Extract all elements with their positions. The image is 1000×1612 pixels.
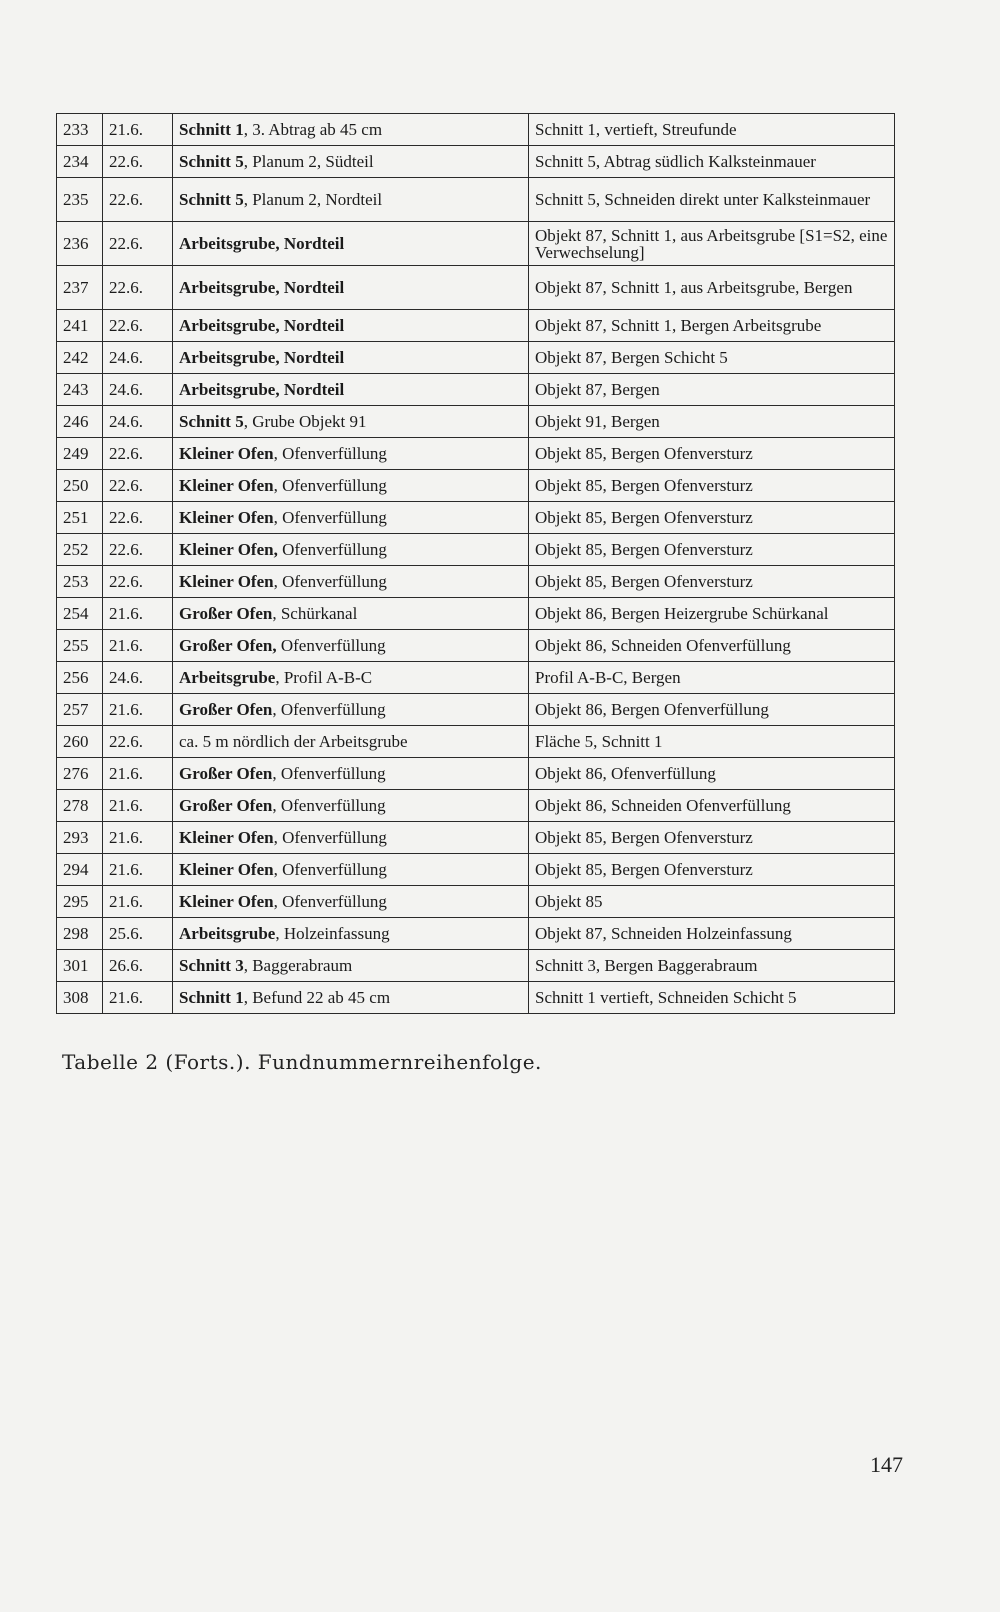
- location-rest: , Planum 2, Südteil: [243, 152, 374, 171]
- cell-find-number: [57, 114, 103, 146]
- page-number: 147: [870, 1452, 903, 1477]
- cell-date: [103, 178, 173, 222]
- cell-find-number: [57, 438, 103, 470]
- location-bold: Kleiner Ofen: [179, 508, 274, 527]
- location-bold: Kleiner Ofen: [179, 476, 274, 495]
- find-description: Objekt 85, Bergen Ofenversturz: [535, 444, 753, 463]
- location-bold: Kleiner Ofen: [179, 572, 274, 591]
- table-row: [57, 598, 895, 630]
- cell-description: [529, 918, 895, 950]
- find-date: 21.6.: [109, 860, 143, 879]
- cell-location: [173, 982, 529, 1014]
- cell-date: [103, 758, 173, 790]
- location-rest: , Ofenverfüllung: [273, 572, 387, 591]
- find-date: 21.6.: [109, 700, 143, 719]
- cell-location: [173, 598, 529, 630]
- cell-location: [173, 662, 529, 694]
- find-description: Schnitt 3, Bergen Baggerabraum: [535, 956, 758, 975]
- find-description: Objekt 85, Bergen Ofenversturz: [535, 476, 753, 495]
- cell-location: [173, 950, 529, 982]
- location-bold: Kleiner Ofen: [179, 828, 274, 847]
- find-description: Objekt 87, Bergen: [535, 380, 660, 399]
- cell-find-number: [57, 790, 103, 822]
- table-row: [57, 662, 895, 694]
- location-bold: Kleiner Ofen: [179, 860, 274, 879]
- location-bold: Großer Ofen,: [179, 636, 277, 655]
- table-row: [57, 982, 895, 1014]
- cell-description: [529, 374, 895, 406]
- find-date: 21.6.: [109, 892, 143, 911]
- cell-date: [103, 342, 173, 374]
- find-number: 246: [63, 412, 89, 431]
- find-date: 24.6.: [109, 668, 143, 687]
- cell-location: [173, 222, 529, 266]
- find-description: Schnitt 5, Abtrag südlich Kalksteinmauer: [535, 152, 816, 171]
- location-bold: Arbeitsgrube, Nordteil: [179, 348, 345, 367]
- cell-date: [103, 266, 173, 310]
- find-number: 253: [63, 572, 89, 591]
- location-rest: , Profil A-B-C: [275, 668, 373, 687]
- find-date: 25.6.: [109, 924, 143, 943]
- table-row: [57, 950, 895, 982]
- cell-description: [529, 406, 895, 438]
- cell-find-number: [57, 406, 103, 438]
- find-description: Objekt 85, Bergen Ofenversturz: [535, 508, 753, 527]
- cell-find-number: [57, 178, 103, 222]
- find-number: 308: [63, 988, 89, 1007]
- find-description: Objekt 85, Bergen Ofenversturz: [535, 572, 753, 591]
- find-description: Objekt 86, Schneiden Ofenverfüllung: [535, 796, 791, 815]
- find-number: 233: [63, 120, 89, 139]
- location-rest: , Grube Objekt 91: [243, 412, 367, 431]
- cell-description: [529, 822, 895, 854]
- find-description: Objekt 87, Schnitt 1, Bergen Arbeitsgrube: [535, 316, 822, 335]
- cell-location: [173, 790, 529, 822]
- table-row: [57, 438, 895, 470]
- location-rest: , Planum 2, Nordteil: [243, 190, 383, 209]
- find-number: 241: [63, 316, 89, 335]
- cell-find-number: [57, 982, 103, 1014]
- find-number: 276: [63, 764, 89, 783]
- cell-date: [103, 982, 173, 1014]
- cell-find-number: [57, 694, 103, 726]
- find-number: 236: [63, 234, 89, 253]
- cell-description: [529, 470, 895, 502]
- cell-description: [529, 662, 895, 694]
- cell-date: [103, 114, 173, 146]
- find-description: Objekt 85, Bergen Ofenversturz: [535, 828, 753, 847]
- cell-date: [103, 222, 173, 266]
- find-description: Objekt 86, Bergen Heizergrube Schürkanal: [535, 604, 829, 623]
- cell-description: [529, 222, 895, 266]
- location-rest: Ofenverfüllung: [277, 540, 387, 559]
- location-bold: Kleiner Ofen: [179, 444, 274, 463]
- cell-date: [103, 470, 173, 502]
- cell-date: [103, 790, 173, 822]
- location-rest: , Schürkanal: [272, 604, 358, 623]
- cell-location: [173, 146, 529, 178]
- cell-date: [103, 310, 173, 342]
- table-row: [57, 918, 895, 950]
- cell-description: [529, 146, 895, 178]
- location-rest: , Ofenverfüllung: [273, 828, 387, 847]
- location-rest: , Ofenverfüllung: [273, 444, 387, 463]
- find-number: 255: [63, 636, 89, 655]
- find-date: 24.6.: [109, 380, 143, 399]
- location-rest: , Baggerabraum: [243, 956, 353, 975]
- find-number: 242: [63, 348, 89, 367]
- cell-find-number: [57, 726, 103, 758]
- find-description: Profil A-B-C, Bergen: [535, 668, 681, 687]
- location-bold: Arbeitsgrube, Nordteil: [179, 380, 345, 399]
- table-row: [57, 374, 895, 406]
- cell-description: [529, 982, 895, 1014]
- cell-date: [103, 694, 173, 726]
- table-row: [57, 566, 895, 598]
- cell-date: [103, 502, 173, 534]
- location-rest: , Ofenverfüllung: [273, 476, 387, 495]
- cell-description: [529, 342, 895, 374]
- find-description: Objekt 85, Bergen Ofenversturz: [535, 860, 753, 879]
- cell-find-number: [57, 374, 103, 406]
- cell-find-number: [57, 470, 103, 502]
- find-description: Objekt 87, Schnitt 1, aus Arbeitsgrube [S1=S2, eine Verwechselung]: [535, 225, 888, 262]
- cell-find-number: [57, 502, 103, 534]
- location-rest: Ofenverfüllung: [276, 636, 386, 655]
- table-row: [57, 694, 895, 726]
- find-number: 251: [63, 508, 89, 527]
- cell-location: [173, 630, 529, 662]
- cell-date: [103, 566, 173, 598]
- find-number: 235: [63, 190, 89, 209]
- cell-date: [103, 534, 173, 566]
- cell-date: [103, 630, 173, 662]
- find-date: 21.6.: [109, 764, 143, 783]
- location-bold: Schnitt 5: [179, 412, 244, 431]
- cell-location: [173, 726, 529, 758]
- location-bold: Schnitt 1: [179, 120, 244, 139]
- find-description: Objekt 86, Schneiden Ofenverfüllung: [535, 636, 791, 655]
- location-rest: , Ofenverfüllung: [273, 892, 387, 911]
- cell-location: [173, 178, 529, 222]
- location-bold: Schnitt 5: [179, 152, 244, 171]
- find-date: 21.6.: [109, 828, 143, 847]
- location-rest: , Ofenverfüllung: [273, 860, 387, 879]
- cell-description: [529, 758, 895, 790]
- find-number: 295: [63, 892, 89, 911]
- location-bold: Großer Ofen: [179, 796, 273, 815]
- location-bold: Arbeitsgrube, Nordteil: [179, 316, 345, 335]
- cell-find-number: [57, 566, 103, 598]
- find-date: 24.6.: [109, 412, 143, 431]
- cell-location: [173, 438, 529, 470]
- find-date: 21.6.: [109, 604, 143, 623]
- location-bold: Arbeitsgrube: [179, 668, 276, 687]
- location-rest: , Ofenverfüllung: [272, 700, 386, 719]
- find-number-table: [56, 113, 895, 1014]
- find-date: 22.6.: [109, 316, 143, 335]
- location-rest: ca. 5 m nördlich der Arbeitsgrube: [179, 732, 408, 751]
- location-bold: Schnitt 3: [179, 956, 244, 975]
- cell-date: [103, 854, 173, 886]
- location-bold: Kleiner Ofen,: [179, 540, 278, 559]
- find-number: 234: [63, 152, 89, 171]
- find-number: 293: [63, 828, 89, 847]
- cell-description: [529, 950, 895, 982]
- find-description: Schnitt 1, vertieft, Streufunde: [535, 120, 737, 139]
- find-number: 237: [63, 278, 89, 297]
- location-bold: Großer Ofen: [179, 700, 273, 719]
- find-date: 22.6.: [109, 152, 143, 171]
- cell-location: [173, 374, 529, 406]
- cell-find-number: [57, 822, 103, 854]
- find-date: 22.6.: [109, 572, 143, 591]
- find-description: Objekt 87, Schneiden Holzeinfassung: [535, 924, 792, 943]
- cell-description: [529, 886, 895, 918]
- cell-description: [529, 854, 895, 886]
- cell-location: [173, 918, 529, 950]
- cell-find-number: [57, 342, 103, 374]
- find-description: Objekt 85: [535, 892, 603, 911]
- cell-description: [529, 178, 895, 222]
- find-description: Schnitt 5, Schneiden direkt unter Kalksteinmauer: [535, 190, 871, 209]
- table-row: [57, 222, 895, 266]
- cell-location: [173, 502, 529, 534]
- cell-find-number: [57, 662, 103, 694]
- cell-description: [529, 790, 895, 822]
- find-description: Objekt 85, Bergen Ofenversturz: [535, 540, 753, 559]
- find-number: 254: [63, 604, 89, 623]
- cell-location: [173, 758, 529, 790]
- location-rest: , Ofenverfüllung: [273, 508, 387, 527]
- cell-find-number: [57, 854, 103, 886]
- table-row: [57, 342, 895, 374]
- cell-location: [173, 310, 529, 342]
- location-bold: Arbeitsgrube: [179, 924, 276, 943]
- cell-description: [529, 534, 895, 566]
- table-row: [57, 114, 895, 146]
- cell-find-number: [57, 266, 103, 310]
- cell-find-number: [57, 886, 103, 918]
- find-date: 21.6.: [109, 796, 143, 815]
- cell-find-number: [57, 918, 103, 950]
- cell-location: [173, 534, 529, 566]
- cell-date: [103, 726, 173, 758]
- cell-date: [103, 374, 173, 406]
- cell-location: [173, 566, 529, 598]
- find-date: 21.6.: [109, 120, 143, 139]
- table-row: [57, 266, 895, 310]
- find-description: Objekt 86, Ofenverfüllung: [535, 764, 716, 783]
- cell-location: [173, 854, 529, 886]
- cell-description: [529, 266, 895, 310]
- find-description: Objekt 86, Bergen Ofenverfüllung: [535, 700, 769, 719]
- location-rest: , 3. Abtrag ab 45 cm: [243, 120, 383, 139]
- location-rest: , Befund 22 ab 45 cm: [243, 988, 391, 1007]
- find-number: 249: [63, 444, 89, 463]
- table-row: [57, 822, 895, 854]
- table-row: [57, 502, 895, 534]
- cell-find-number: [57, 222, 103, 266]
- find-date: 22.6.: [109, 278, 143, 297]
- cell-find-number: [57, 950, 103, 982]
- location-bold: Kleiner Ofen: [179, 892, 274, 911]
- table-row: [57, 146, 895, 178]
- cell-date: [103, 918, 173, 950]
- cell-find-number: [57, 146, 103, 178]
- cell-location: [173, 694, 529, 726]
- table-row: [57, 726, 895, 758]
- find-date: 26.6.: [109, 956, 143, 975]
- find-date: 22.6.: [109, 476, 143, 495]
- table-row: [57, 790, 895, 822]
- find-date: 22.6.: [109, 508, 143, 527]
- find-description: Objekt 87, Schnitt 1, aus Arbeitsgrube, Bergen: [535, 278, 853, 297]
- cell-location: [173, 822, 529, 854]
- cell-date: [103, 406, 173, 438]
- find-date: 22.6.: [109, 190, 143, 209]
- cell-date: [103, 438, 173, 470]
- table-row: [57, 758, 895, 790]
- location-bold: Großer Ofen: [179, 604, 273, 623]
- location-bold: Großer Ofen: [179, 764, 273, 783]
- location-rest: , Ofenverfüllung: [272, 764, 386, 783]
- table-caption: Tabelle 2 (Forts.). Fundnummernreihenfolge.: [62, 1050, 542, 1074]
- cell-description: [529, 114, 895, 146]
- table-row: [57, 534, 895, 566]
- location-bold: Schnitt 1: [179, 988, 244, 1007]
- cell-date: [103, 662, 173, 694]
- find-date: 22.6.: [109, 234, 143, 253]
- find-number: 294: [63, 860, 89, 879]
- cell-date: [103, 146, 173, 178]
- find-number: 257: [63, 700, 89, 719]
- cell-location: [173, 114, 529, 146]
- find-date: 21.6.: [109, 988, 143, 1007]
- find-description: Schnitt 1 vertieft, Schneiden Schicht 5: [535, 988, 797, 1007]
- cell-find-number: [57, 534, 103, 566]
- location-bold: Arbeitsgrube, Nordteil: [179, 278, 345, 297]
- cell-description: [529, 438, 895, 470]
- cell-find-number: [57, 758, 103, 790]
- cell-description: [529, 598, 895, 630]
- find-date: 22.6.: [109, 540, 143, 559]
- table-row: [57, 310, 895, 342]
- location-bold: Schnitt 5: [179, 190, 244, 209]
- find-description: Objekt 91, Bergen: [535, 412, 660, 431]
- table-row: [57, 886, 895, 918]
- table-row: [57, 470, 895, 502]
- cell-find-number: [57, 310, 103, 342]
- cell-location: [173, 886, 529, 918]
- find-number: 243: [63, 380, 89, 399]
- cell-location: [173, 406, 529, 438]
- find-date: 22.6.: [109, 444, 143, 463]
- cell-find-number: [57, 630, 103, 662]
- cell-description: [529, 726, 895, 758]
- find-number: 278: [63, 796, 89, 815]
- table-row: [57, 178, 895, 222]
- find-number: 301: [63, 956, 89, 975]
- cell-date: [103, 886, 173, 918]
- table-row: [57, 406, 895, 438]
- cell-date: [103, 822, 173, 854]
- cell-description: [529, 502, 895, 534]
- find-description: Fläche 5, Schnitt 1: [535, 732, 663, 751]
- cell-find-number: [57, 598, 103, 630]
- cell-location: [173, 266, 529, 310]
- find-number: 250: [63, 476, 89, 495]
- find-number: 298: [63, 924, 89, 943]
- find-number: 252: [63, 540, 89, 559]
- cell-description: [529, 630, 895, 662]
- cell-description: [529, 694, 895, 726]
- find-date: 24.6.: [109, 348, 143, 367]
- table-body: [57, 114, 895, 1014]
- table-row: [57, 630, 895, 662]
- find-date: 22.6.: [109, 732, 143, 751]
- location-rest: , Holzeinfassung: [275, 924, 390, 943]
- find-date: 21.6.: [109, 636, 143, 655]
- location-rest: , Ofenverfüllung: [272, 796, 386, 815]
- cell-location: [173, 342, 529, 374]
- cell-description: [529, 310, 895, 342]
- find-number: 260: [63, 732, 89, 751]
- cell-description: [529, 566, 895, 598]
- cell-date: [103, 598, 173, 630]
- table-row: [57, 854, 895, 886]
- location-bold: Arbeitsgrube, Nordteil: [179, 234, 345, 253]
- cell-location: [173, 470, 529, 502]
- cell-date: [103, 950, 173, 982]
- find-description: Objekt 87, Bergen Schicht 5: [535, 348, 728, 367]
- find-number: 256: [63, 668, 89, 687]
